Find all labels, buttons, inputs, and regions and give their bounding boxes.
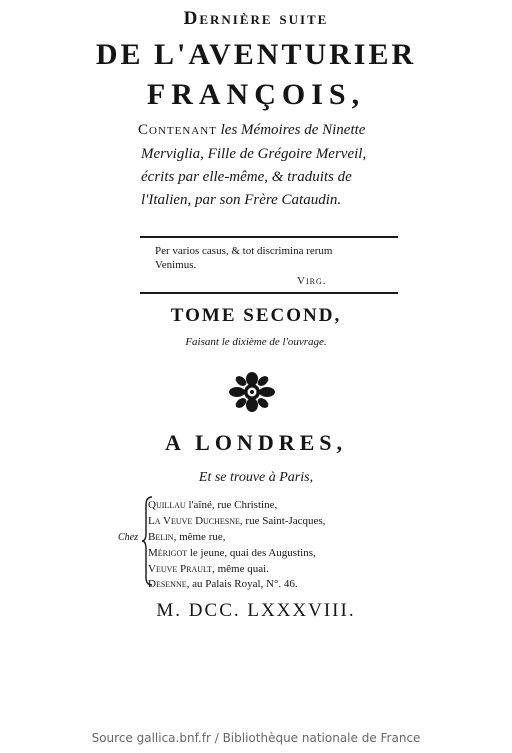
bookseller-line: [148, 563, 269, 575]
bookseller-address: , rue Saint-Jacques,: [239, 515, 326, 527]
imprint-paris: Et se trouve à Paris,: [198, 470, 314, 485]
bookseller-address: le jeune, quai des Augustins,: [187, 547, 316, 559]
bookseller-address: l'aîné, rue Christine,: [185, 499, 278, 511]
bookseller-name: Veuve Prault: [148, 563, 213, 575]
bookseller-name: Quillau: [148, 499, 186, 511]
title-line-2: DE L'AVENTURIER: [95, 38, 417, 71]
bookseller-line: [148, 515, 325, 527]
bookseller-address: , au Palais Royal, N°. 46.: [186, 578, 298, 590]
description-lead: Contenant: [138, 122, 217, 138]
description-line-1-rest: les Mémoires de Ninette: [216, 122, 366, 138]
imprint-year: M. DCC. LXXXVIII.: [156, 600, 356, 621]
bookseller-line: [148, 547, 316, 559]
description-line-4: l'Italien, par son Frère Cataudin.: [141, 192, 342, 208]
epigraph-line-1: Per varios casus, & tot discrimina rerum: [155, 245, 333, 257]
title-line-1: Dernière suite: [183, 8, 329, 29]
title-line-3: FRANÇOIS,: [146, 78, 366, 111]
volume-subtitle: Faisant le dixième de l'ouvrage.: [185, 336, 327, 348]
epigraph-author: Virg.: [297, 275, 327, 287]
bookseller-line: [148, 531, 226, 543]
rosette-ornament-icon: [228, 372, 276, 412]
bookseller-address: , même rue,: [173, 531, 226, 543]
bookseller-line: [148, 578, 298, 590]
description-line-2: Merviglia, Fille de Grégoire Merveil,: [141, 146, 367, 162]
bookseller-line: [148, 499, 277, 511]
imprint-chez: Chez: [118, 532, 138, 543]
bookseller-address: , même quai.: [212, 563, 269, 575]
description-line-3: écrits par elle-même, & traduits de: [141, 169, 352, 185]
bookseller-name: Mérigot: [148, 547, 188, 559]
imprint-city: A LONDRES,: [164, 430, 348, 455]
volume-title: TOME SECOND,: [170, 305, 342, 326]
bottom-rule: [140, 292, 398, 294]
bookseller-name: Desenne: [148, 578, 187, 590]
bookseller-name: La Veuve Duchesne: [148, 515, 240, 527]
bookseller-name: Belin: [148, 531, 174, 543]
source-credit: Source gallica.bnf.fr / Bibliothèque nationale de France: [91, 731, 421, 745]
top-rule: [140, 236, 398, 238]
epigraph-line-2: Venimus.: [155, 259, 197, 271]
description-line-1: [138, 122, 365, 139]
